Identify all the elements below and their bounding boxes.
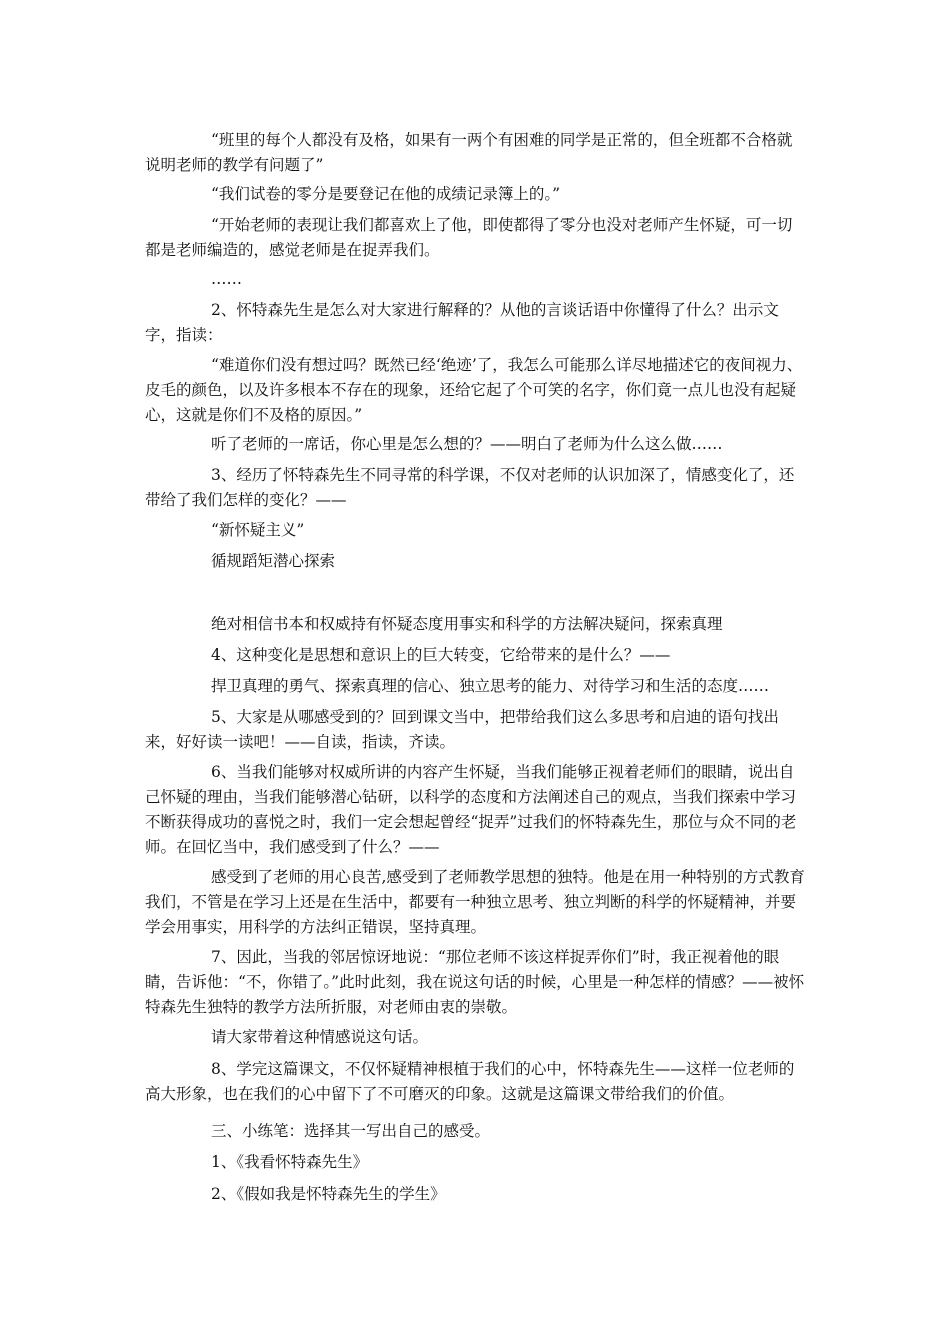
paragraph-quote-class-failed: “班里的每个人都没有及格，如果有一两个有困难的同学是正常的，但全班都不合格就说明老师的教学有问题了” [145,131,793,174]
section-heading-practice: 三、小练笔：选择其一写出自己的感受。 [211,1122,491,1140]
practice-option-2: 2、《假如我是怀特森先生的学生》 [211,1185,446,1203]
paragraph-feelings: 感受到了老师的用心良苦,感受到了老师教学思想的独特。他是在用一种特别的方式教育我们，不管是在学习上还是在生活中，都要有一种独立思考、独立判断的科学的怀疑精神，并要学会用事实，用科学的方法纠正错误，坚持真理。 [145,868,805,936]
paragraph-truth-seeking: 绝对相信书本和权威持有怀疑态度用事实和科学的方法解决疑问，探索真理 [211,615,723,633]
paragraph-ellipsis: …… [211,270,242,288]
paragraph-diligent-exploration: 循规蹈矩潜心探索 [211,552,336,570]
paragraph-question-3: 3、经历了怀特森先生不同寻常的科学课，不仅对老师的认识加深了，情感变化了，还带给了我们怎样的变化？—— [145,466,795,509]
paragraph-question-2: 2、怀特森先生是怎么对大家进行解释的？从他的言谈话语中你懂得了什么？出示文字，指读： [145,301,779,344]
paragraph-question-7: 7、因此，当我的邻居惊讶地说：“那位老师不该这样捉弄你们”时，我正视着他的眼睛，告诉他：“不，你错了。”此时此刻，我在说这句话的时候，心里是一种怎样的情感？——被怀特森先生独特的教学方法所折服，对老师由衷的崇敬。 [145,948,805,1016]
paragraph-instruction: 请大家带着这种情感说这句话。 [211,1028,429,1046]
practice-option-1: 1、《我看怀特森先生》 [211,1153,369,1171]
paragraph-teacher-explanation: “难道你们没有想过吗？既然已经‘绝迹’了，我怎么可能那么详尽地描述它的夜间视力、皮毛的颜色，以及许多根本不存在的现象，还给它起了个可笑的名字，你们竟一点儿也没有起疑心，这就是你们不及格的原因。” [145,356,803,424]
paragraph-new-skepticism: “新怀疑主义” [211,521,305,539]
paragraph-reflection: 听了老师的一席话，你心里是怎么想的？——明白了老师为什么这么做…… [211,435,723,453]
paragraph-question-8: 8、学完这篇课文，不仅怀疑精神根植于我们的心中，怀特森先生——这样一位老师的高大形象，也在我们的心中留下了不可磨灭的印象。这就是这篇课文带给我们的价值。 [145,1060,795,1103]
paragraph-question-4: 4、这种变化是思想和意识上的巨大转变，它给带来的是什么？—— [211,646,671,664]
paragraph-question-5: 5、大家是从哪感受到的？回到课文当中，把带给我们这么多思考和启迪的语句找出来，好好读一读吧！——自读，指读，齐读。 [145,708,779,751]
paragraph-quote-teacher-trick: “开始老师的表现让我们都喜欢上了他，即使都得了零分也没对老师产生怀疑，可一切都是老师编造的，感觉老师是在捉弄我们。 [145,216,793,259]
paragraph-courage: 捍卫真理的勇气、探索真理的信心、独立思考的能力、对待学习和生活的态度…… [211,677,770,695]
paragraph-quote-zero-score: “我们试卷的零分是要登记在他的成绩记录簿上的。” [211,185,561,203]
paragraph-question-6: 6、当我们能够对权威所讲的内容产生怀疑，当我们能够正视着老师们的眼睛，说出自己怀疑的理由，当我们能够潜心钻研，以科学的态度和方法阐述自己的观点，当我们探索中学习不断获得成功的喜悦之时，我们一定会想起曾经“捉弄”过我们的怀特森先生，那位与众不同的老师。在回忆当中，我们感受到了什么？—— [145,763,797,856]
